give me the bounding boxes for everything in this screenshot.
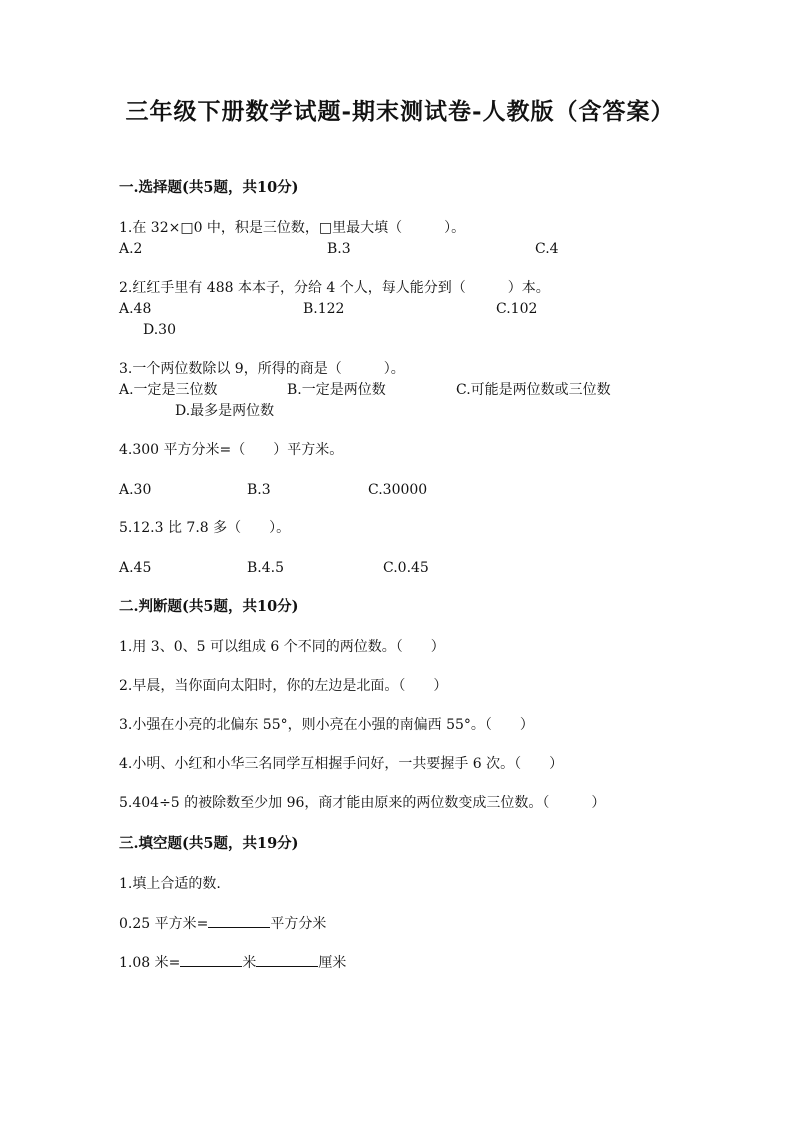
fill-line-2-suffix: 厘米: [318, 955, 347, 971]
section-heading-choice: 一.选择题(共5题，共10分): [119, 179, 299, 196]
option-1-3-a: A.一定是三位数: [119, 382, 218, 398]
option-1-4-a: A.30: [119, 482, 152, 498]
question-1-2: 2.红红手里有 488 本本子，分给 4 个人，每人能分到（ ）本。: [119, 280, 550, 296]
option-1-3-d: D.最多是两位数: [175, 403, 275, 419]
option-1-1-b: B.3: [327, 241, 351, 257]
option-1-5-c: C.0.45: [383, 560, 429, 576]
question-2-3: 3.小强在小亮的北偏东 55°，则小亮在小强的南偏西 55°。（ ）: [119, 717, 534, 733]
fill-line-1-prefix: 0.25 平方米=: [119, 916, 209, 932]
question-2-2: 2.早晨，当你面向太阳时，你的左边是北面。（ ）: [119, 678, 448, 694]
fill-line-2-mid: 米: [242, 955, 257, 971]
question-3-1: 1.填上合适的数.: [119, 876, 221, 892]
fill-line-2: [119, 952, 346, 973]
question-2-1: 1.用 3、0、5 可以组成 6 个不同的两位数。（ ）: [119, 639, 445, 655]
option-1-5-a: A.45: [119, 560, 152, 576]
page-title: 三年级下册数学试题-期末测试卷-人教版（含答案）: [125, 98, 675, 125]
question-2-5: 5.404÷5 的被除数至少加 96，商才能由原来的两位数变成三位数。（ ）: [119, 795, 606, 811]
fill-blank[interactable]: [208, 913, 270, 928]
option-1-2-d: D.30: [143, 322, 176, 338]
option-1-3-c: C.可能是两位数或三位数: [456, 382, 611, 398]
question-1-5: 5.12.3 比 7.8 多（ ）。: [119, 520, 291, 536]
section-heading-fill: 三.填空题(共5题，共19分): [119, 835, 299, 852]
section-heading-judge: 二.判断题(共5题，共10分): [119, 598, 299, 615]
question-1-1: 1.在 32×□0 中，积是三位数，□里最大填（ ）。: [119, 220, 466, 236]
question-1-4: 4.300 平方分米=（ ）平方米。: [119, 442, 344, 458]
option-1-4-b: B.3: [247, 482, 271, 498]
fill-line-2-prefix: 1.08 米=: [119, 955, 181, 971]
fill-line-1: [119, 913, 326, 934]
option-1-2-b: B.122: [303, 301, 345, 317]
option-1-3-b: B.一定是两位数: [287, 382, 386, 398]
question-1-3: 3.一个两位数除以 9，所得的商是（ ）。: [119, 361, 405, 377]
fill-blank[interactable]: [180, 952, 242, 967]
fill-blank[interactable]: [256, 952, 318, 967]
option-1-2-c: C.102: [496, 301, 538, 317]
option-1-1-a: A.2: [119, 241, 143, 257]
question-2-4: 4.小明、小红和小华三名同学互相握手问好，一共要握手 6 次。（ ）: [119, 756, 564, 772]
option-1-5-b: B.4.5: [247, 560, 285, 576]
option-1-2-a: A.48: [119, 301, 152, 317]
option-1-1-c: C.4: [535, 241, 559, 257]
fill-line-1-suffix: 平方分米: [270, 916, 327, 932]
option-1-4-c: C.30000: [368, 482, 428, 498]
